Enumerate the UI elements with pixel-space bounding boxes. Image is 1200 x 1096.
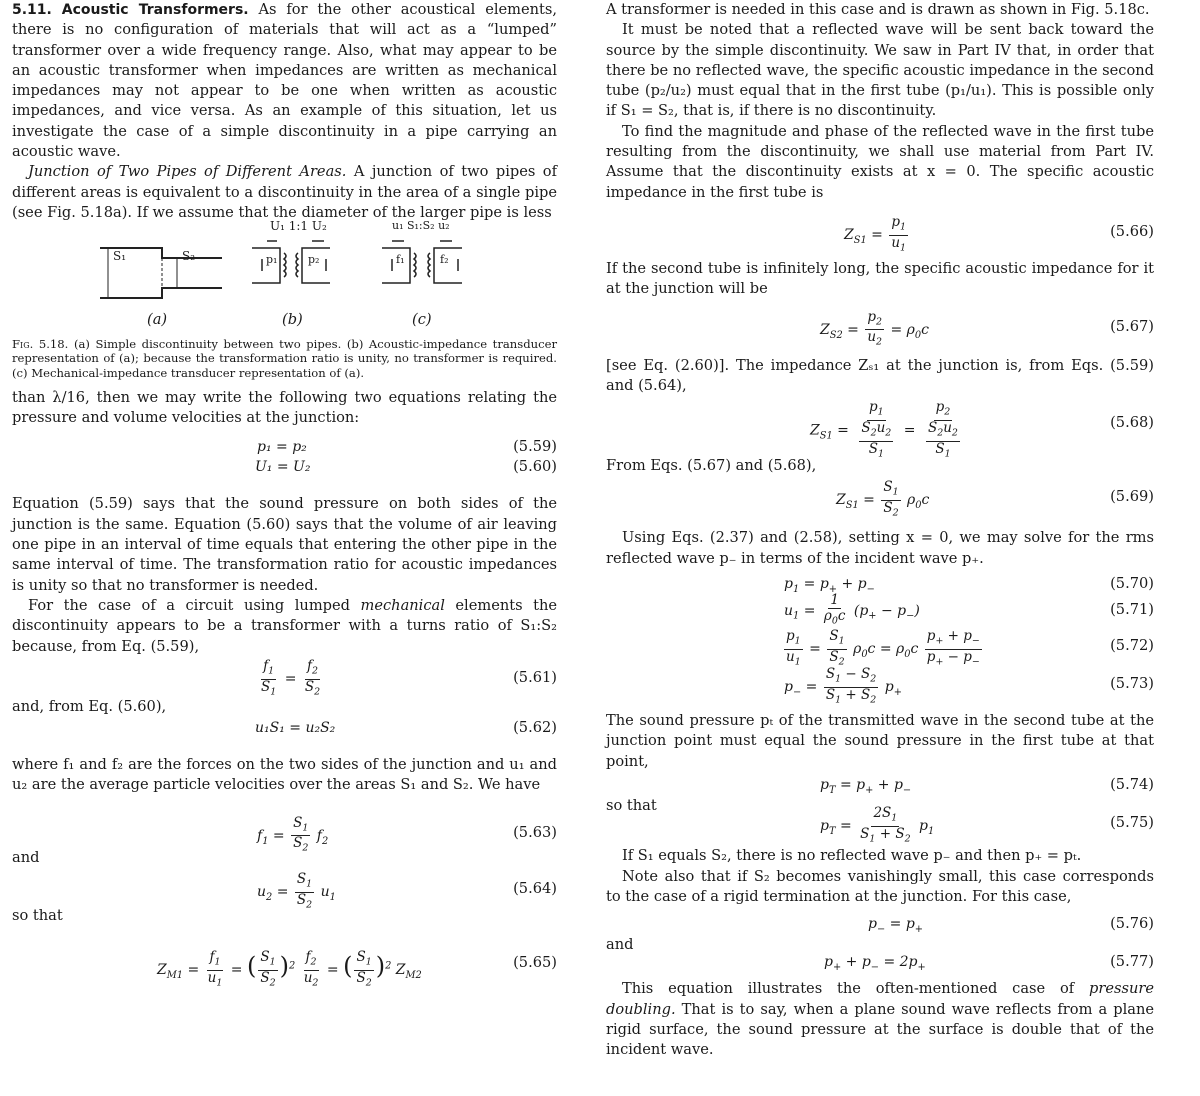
mechanical-text-a: For the case of a circuit using lumped — [28, 596, 350, 614]
eq74-body: $p_T = p_+ + p_-$ — [820, 776, 912, 796]
section-title: Acoustic Transformers. — [61, 2, 249, 18]
eq64-number: (5.64) — [513, 880, 557, 898]
eq75-body: $p_T$ = $\frac{2S_1}{S_1 + S_2}$ $p_1$ — [820, 805, 935, 845]
equation-5-66 — [606, 211, 1154, 255]
doubling-text-a: This equation illustrates the often-mentioned case of — [622, 980, 1075, 998]
eq61-body: $\frac{f_1}{S_1}$ = $\frac{f_2}{S_2}$ — [261, 657, 321, 698]
and-connector-left: and — [12, 848, 40, 866]
mechanical-text-b: elements the discontinuity appears to be a transformer with a turns ratio of S₁:S₂ because, from Eq. (5.59), — [12, 596, 558, 655]
paragraph-junction-text: A junction of two pipes of different areas is equivalent to a discontinuity in the area of a single pipe (see Fig. 5.18a). If we assume that the diameter of the larger pipe is less — [12, 163, 557, 221]
eq72-body: $\frac{p_1}{u_1}$ = $\frac{S_1}{S_2}$ $\rho_0c = \rho_0c$ $\frac{p_+ + p_-}{p_+ - p_-}$ — [786, 628, 980, 668]
eq66-body: $Z_{S1}$ = $\frac{p_1}{u_1}$ — [844, 213, 907, 254]
and-from-eq-5-60: and, from Eq. (5.60), — [12, 697, 167, 715]
eq66-number: (5.66) — [1110, 222, 1154, 240]
equation-5-59-5-60 — [12, 434, 557, 480]
eq69-number: (5.69) — [1110, 488, 1154, 506]
label-p1: p₁ — [266, 253, 278, 267]
equation-5-63 — [12, 812, 557, 856]
paragraph-transformer-needed: A transformer is needed in this case and is drawn as shown in Fig. 5.18c. — [606, 1, 1150, 18]
paragraph-forces: where f₁ and f₂ are the forces on the two sides of the junction and u₁ and u₂ are the average particle velocities over the areas S₁ and S₂. We have — [12, 756, 557, 794]
paragraph-intro-text: As for the other acoustical elements, there is no configuration of materials that will act as a “lumped” transformer over a wide frequency range. Also, what may appear to be an acoustic transformer when impedances are written as mechanical impedances may not appear to be one when written as acoustic impedances, and vice versa. As an example of this situation, let us investigate the case of a simple discontinuity in a pipe carrying an acoustic wave. — [12, 1, 557, 161]
paragraph-equation-explain: Equation (5.59) says that the sound pressure on both sides of the junction is the same. Equation (5.60) says that the volume of air leaving one pipe in an interval of time equals that entering the other pipe in the same interval of time. The transformation ratio for acoustic impedances is unity so that no transformer is needed. — [12, 495, 557, 594]
eq71-number: (5.71) — [1110, 601, 1154, 619]
equation-5-65 — [12, 934, 557, 1004]
eq77-body: $p_+ + p_- = 2p_+$ — [824, 954, 926, 974]
eq70-body: $p_1 = p_+ + p_-$ — [784, 576, 875, 595]
caption-text: (a) Simple discontinuity between two pipes. (b) Acoustic-impedance transducer representation of (a); because the transformation ratio is unity, no transformer is required. (c) Mechanical-impedance transducer representation of (a). — [12, 337, 557, 380]
eq68-number: (5.68) — [1110, 414, 1154, 432]
mechanical-emphasis: mechanical — [360, 596, 445, 614]
eq69-body: $Z_{S1}$ = $\frac{S_1}{S_2}$ $\rho_0c$ — [836, 479, 930, 519]
paragraph-junction — [12, 162, 557, 223]
equation-5-74 — [606, 774, 1154, 796]
equation-5-67 — [606, 306, 1154, 352]
paragraph-find-magnitude: To find the magnitude and phase of the reflected wave in the first tube resulting from the discontinuity, we shall use material from Part IV. Assume that the discontinuity exists at x = 0. The specific acoustic impedance in the first tube is — [606, 122, 1154, 201]
paragraph-impedance-junction: [see Eq. (2.60)]. The impedance Zₛ₁ at the junction is, from Eqs. (5.59) and (5.64), — [606, 356, 1154, 394]
eq64-body: $u_2$ = $\frac{S_1}{S_2}$ $u_1$ — [257, 871, 336, 911]
runin-heading: Junction of Two Pipes of Different Areas. — [28, 163, 347, 181]
so-that-left: so that — [12, 907, 63, 925]
right-column — [606, 0, 1154, 1061]
equation-5-76 — [606, 913, 1154, 935]
equations-5-70-to-5-73 — [606, 573, 1154, 706]
eq67-number: (5.67) — [1110, 317, 1154, 335]
paragraph-transmitted-wave: The sound pressure pₜ of the transmitted wave in the second tube at the junction point must equal the sound pressure in the first tube at that point, — [606, 712, 1154, 770]
eq76-number: (5.76) — [1110, 915, 1154, 933]
eq68-body: $Z_{S1}$ = $\frac{p_1}{\frac{S_2u_2}{S_1}}$ = $\frac{p_2}{\frac{S_2u_2}{S_1}}$ — [810, 399, 958, 460]
label-s1: S₁ — [113, 249, 127, 264]
paragraph-second-tube: If the second tube is infinitely long, the specific acoustic impedance for it at the junction will be — [606, 259, 1154, 298]
paragraph-equal-areas: If S₁ equals S₂, there is no reflected wave p₋ and then p₊ = pₜ. — [622, 847, 1082, 865]
eq76-body: $p_- = p_+$ — [868, 916, 923, 935]
caption-label: Fig. 5.18. — [12, 337, 69, 352]
eq59-number: (5.59) — [513, 438, 557, 456]
eq72-number: (5.72) — [1110, 637, 1154, 655]
eq65-body: $Z_{M1}$ = $\frac{f_1}{u_1}$ = ( $\frac{S_1}{S_2}$ )$^2$ $\frac{f_2}{u_2}$ = ( $\frac{S_1}{S_2}$ )$^2$ $Z_{M2}$ — [157, 949, 422, 989]
label-s2: S₂ — [182, 249, 196, 264]
equation-5-64 — [12, 868, 557, 912]
sublabel-c: (c) — [412, 311, 432, 329]
mechanical-transformer — [382, 241, 462, 283]
eq71-body: $u_1$ = $\frac{1}{\rho_0c}$ $(p_+ - p_-)$ — [784, 592, 920, 627]
paragraph-lambda: than λ/16, then we may write the following two equations relating the pressure and volume velocities at the junction: — [12, 388, 557, 427]
eq60-body: U₁ = U₂ — [255, 459, 311, 476]
doubling-text-b: That is to say, when a plane sound wave reflects from a plane rigid surface, the sound pressure at the surface is double that of the incident wave. — [606, 1000, 1154, 1059]
paragraph-pressure-doubling — [606, 979, 1154, 1060]
eq62-number: (5.62) — [513, 719, 557, 737]
label-p2: p₂ — [308, 253, 320, 267]
eq73-number: (5.73) — [1110, 675, 1154, 693]
eq73-body: $p_-$ = $\frac{S_1 - S_2}{S_1 + S_2}$ $p_+$ — [784, 666, 902, 706]
eq62-body: u₁S₁ = u₂S₂ — [255, 720, 336, 737]
eq60-number: (5.60) — [513, 458, 557, 476]
equation-5-69 — [606, 478, 1154, 518]
so-that-right: so that — [606, 796, 657, 814]
label-f2: f₂ — [440, 253, 449, 267]
paragraph-mechanical — [12, 596, 557, 657]
eq70-number: (5.70) — [1110, 575, 1154, 593]
eq74-number: (5.74) — [1110, 775, 1154, 793]
paragraph-reflected-wave: It must be noted that a reflected wave will be sent back toward the source by the simple discontinuity. We saw in Part IV that, in order that there be no reflected wave, the specific acoustic impedance in the second tube (p₂/u₂) must equal that in the first tube (p₁/u₁). This is possible only if S₁ = S₂, that is, if there is no discontinuity. — [606, 21, 1154, 120]
equation-5-61 — [12, 657, 557, 697]
left-column — [12, 0, 557, 1004]
equation-5-68 — [606, 398, 1154, 460]
paragraph-rms-reflected: Using Eqs. (2.37) and (2.58), setting x = 0, we may solve for the rms reflected wave p₋ in terms of the incident wave p₊. — [606, 529, 1154, 567]
sublabel-a: (a) — [147, 311, 168, 329]
doubling-emphasis: pressure doubling. — [606, 980, 1154, 1018]
label-c-top: u₁ S₁:S₂ u₂ — [392, 219, 450, 233]
paragraph-intro — [12, 0, 557, 162]
equation-5-62 — [12, 717, 557, 743]
and-connector-right: and — [606, 936, 634, 954]
eq77-number: (5.77) — [1110, 953, 1154, 971]
eq65-number: (5.65) — [513, 954, 557, 972]
figure-5-18 — [12, 219, 557, 333]
figure-caption — [12, 337, 557, 380]
eq75-number: (5.75) — [1110, 814, 1154, 832]
eq59-body: p₁ = p₂ — [257, 439, 307, 456]
eq63-body: $f_1$ = $\frac{S_1}{S_2}$ $f_2$ — [257, 814, 329, 855]
equation-5-77 — [606, 951, 1154, 973]
eq61-number: (5.61) — [513, 668, 557, 686]
label-f1: f₁ — [396, 253, 405, 267]
sublabel-b: (b) — [282, 311, 303, 329]
label-b-top: U₁ 1:1 U₂ — [270, 219, 327, 234]
paragraph-vanishing: Note also that if S₂ becomes vanishingly small, this case corresponds to the case of a rigid termination at the junction. For this case, — [606, 867, 1154, 905]
paragraph-from-eqs: From Eqs. (5.67) and (5.68), — [606, 457, 817, 475]
section-number: 5.11. — [12, 2, 52, 18]
eq63-number: (5.63) — [513, 823, 557, 841]
eq67-body: $Z_{S2}$ = $\frac{p_2}{u_2}$ = $\rho_0c$ — [820, 308, 929, 348]
